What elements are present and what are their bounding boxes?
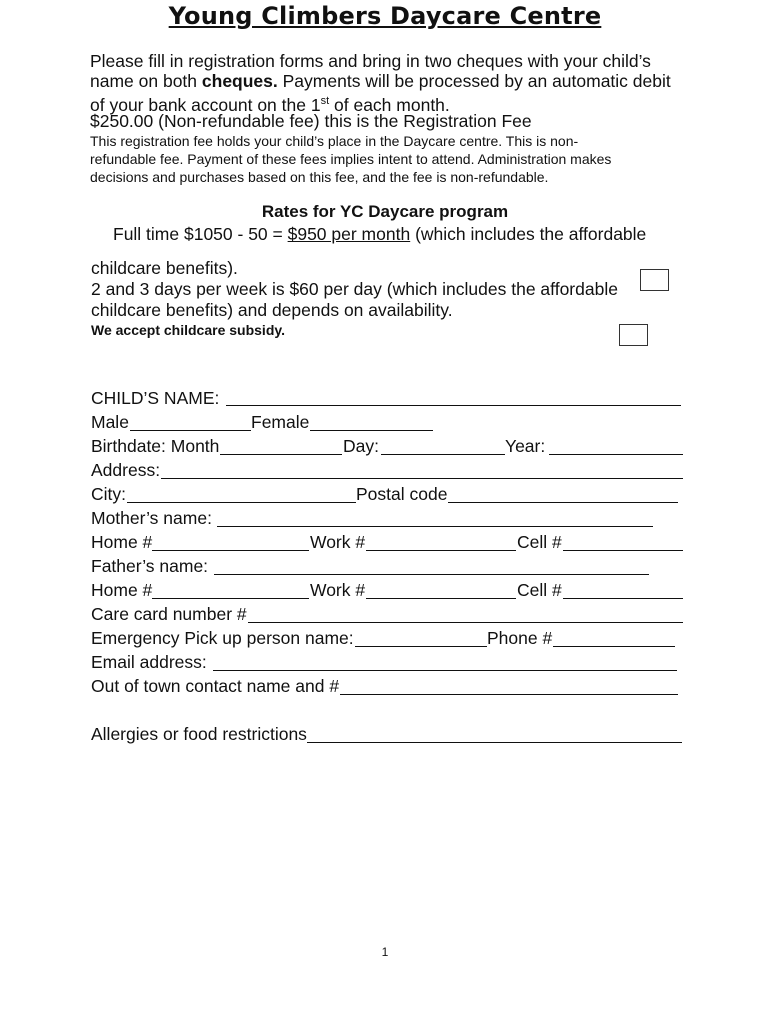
out-of-town-field[interactable]	[340, 694, 678, 695]
father-home-label: Home #	[91, 580, 153, 600]
mothers-name-field[interactable]	[217, 526, 653, 527]
intro-text: of your bank account on the 1	[90, 94, 321, 115]
postal-code-label: Postal code	[356, 484, 448, 504]
birthdate-month-label: Birthdate: Month	[91, 436, 220, 456]
address-field[interactable]	[161, 478, 683, 479]
father-cell-field[interactable]	[563, 598, 683, 599]
fathers-name-field[interactable]	[214, 574, 649, 575]
mother-cell-label: Cell #	[517, 532, 562, 552]
mother-home-label: Home #	[91, 532, 153, 552]
mother-cell-field[interactable]	[563, 550, 683, 551]
birthdate-day-field[interactable]	[381, 454, 505, 455]
father-home-field[interactable]	[152, 598, 309, 599]
intro-text: of each month.	[329, 94, 450, 115]
address-label: Address:	[91, 460, 161, 480]
email-label: Email address:	[91, 652, 207, 672]
email-field[interactable]	[213, 670, 677, 671]
fathers-name-label: Father’s name:	[91, 556, 209, 576]
allergies-field[interactable]	[307, 742, 682, 743]
intro-superscript: st	[320, 95, 330, 107]
birthdate-year-label: Year:	[505, 436, 546, 456]
childs-name-field[interactable]	[226, 405, 681, 406]
intro-line-2	[90, 71, 671, 91]
father-cell-label: Cell #	[517, 580, 562, 600]
father-work-label: Work #	[310, 580, 366, 600]
female-field[interactable]	[310, 430, 433, 431]
fee-note-line-1: This registration fee holds your child’s place in the Daycare centre. This is non-	[90, 133, 579, 149]
care-card-label: Care card number #	[91, 604, 247, 624]
birthdate-year-field[interactable]	[549, 454, 683, 455]
mother-work-field[interactable]	[366, 550, 516, 551]
part-time-rate-line-2: childcare benefits) and depends on availability.	[91, 300, 453, 320]
emergency-contact-field[interactable]	[355, 646, 487, 647]
rate-text: (which includes the affordable	[410, 224, 647, 244]
city-label: City:	[91, 484, 126, 504]
birthdate-day-label: Day:	[343, 436, 379, 456]
full-time-rate-cont: childcare benefits).	[91, 258, 238, 278]
male-field[interactable]	[130, 430, 251, 431]
mother-home-field[interactable]	[152, 550, 309, 551]
rate-text: Full time $1050 - 50 =	[113, 224, 288, 244]
part-time-rate-line-1: 2 and 3 days per week is $60 per day (which includes the affordable	[91, 279, 618, 299]
intro-text: name on both	[90, 71, 202, 91]
intro-text: Payments will be processed by an automatic debit	[277, 71, 671, 91]
female-label: Female	[251, 412, 310, 432]
full-time-price: $950 per month	[287, 224, 411, 244]
fee-note-line-3: decisions and purchases based on this fee, and the fee is non-refundable.	[90, 169, 549, 185]
care-card-field[interactable]	[248, 622, 683, 623]
emergency-phone-field[interactable]	[553, 646, 675, 647]
city-field[interactable]	[127, 502, 356, 503]
subsidy-note: We accept childcare subsidy.	[91, 322, 286, 338]
intro-line-1: Please fill in registration forms and bring in two cheques with your child’s	[90, 51, 651, 71]
intro-bold-cheques: cheques.	[201, 71, 278, 91]
father-work-field[interactable]	[366, 598, 516, 599]
full-time-rate	[113, 224, 646, 245]
birthdate-month-field[interactable]	[220, 454, 342, 455]
postal-code-field[interactable]	[448, 502, 678, 503]
page-title: Young Climbers Daycare Centre	[168, 2, 602, 30]
out-of-town-label: Out of town contact name and #	[91, 676, 340, 696]
male-label: Male	[91, 412, 129, 432]
registration-fee-line: $250.00 (Non-refundable fee) this is the Registration Fee	[90, 111, 532, 131]
part-time-checkbox[interactable]	[619, 324, 648, 346]
emergency-contact-label: Emergency Pick up person name:	[91, 628, 354, 648]
mother-work-label: Work #	[310, 532, 366, 552]
mothers-name-label: Mother’s name:	[91, 508, 212, 528]
childs-name-label: CHILD’S NAME:	[91, 388, 220, 408]
page-number: 1	[381, 945, 389, 959]
fee-note-line-2: refundable fee. Payment of these fees implies intent to attend. Administration makes	[90, 151, 612, 167]
full-time-checkbox[interactable]	[640, 269, 669, 291]
rates-heading: Rates for YC Daycare program	[261, 202, 509, 221]
allergies-label: Allergies or food restrictions	[91, 724, 307, 744]
emergency-phone-label: Phone #	[487, 628, 553, 648]
